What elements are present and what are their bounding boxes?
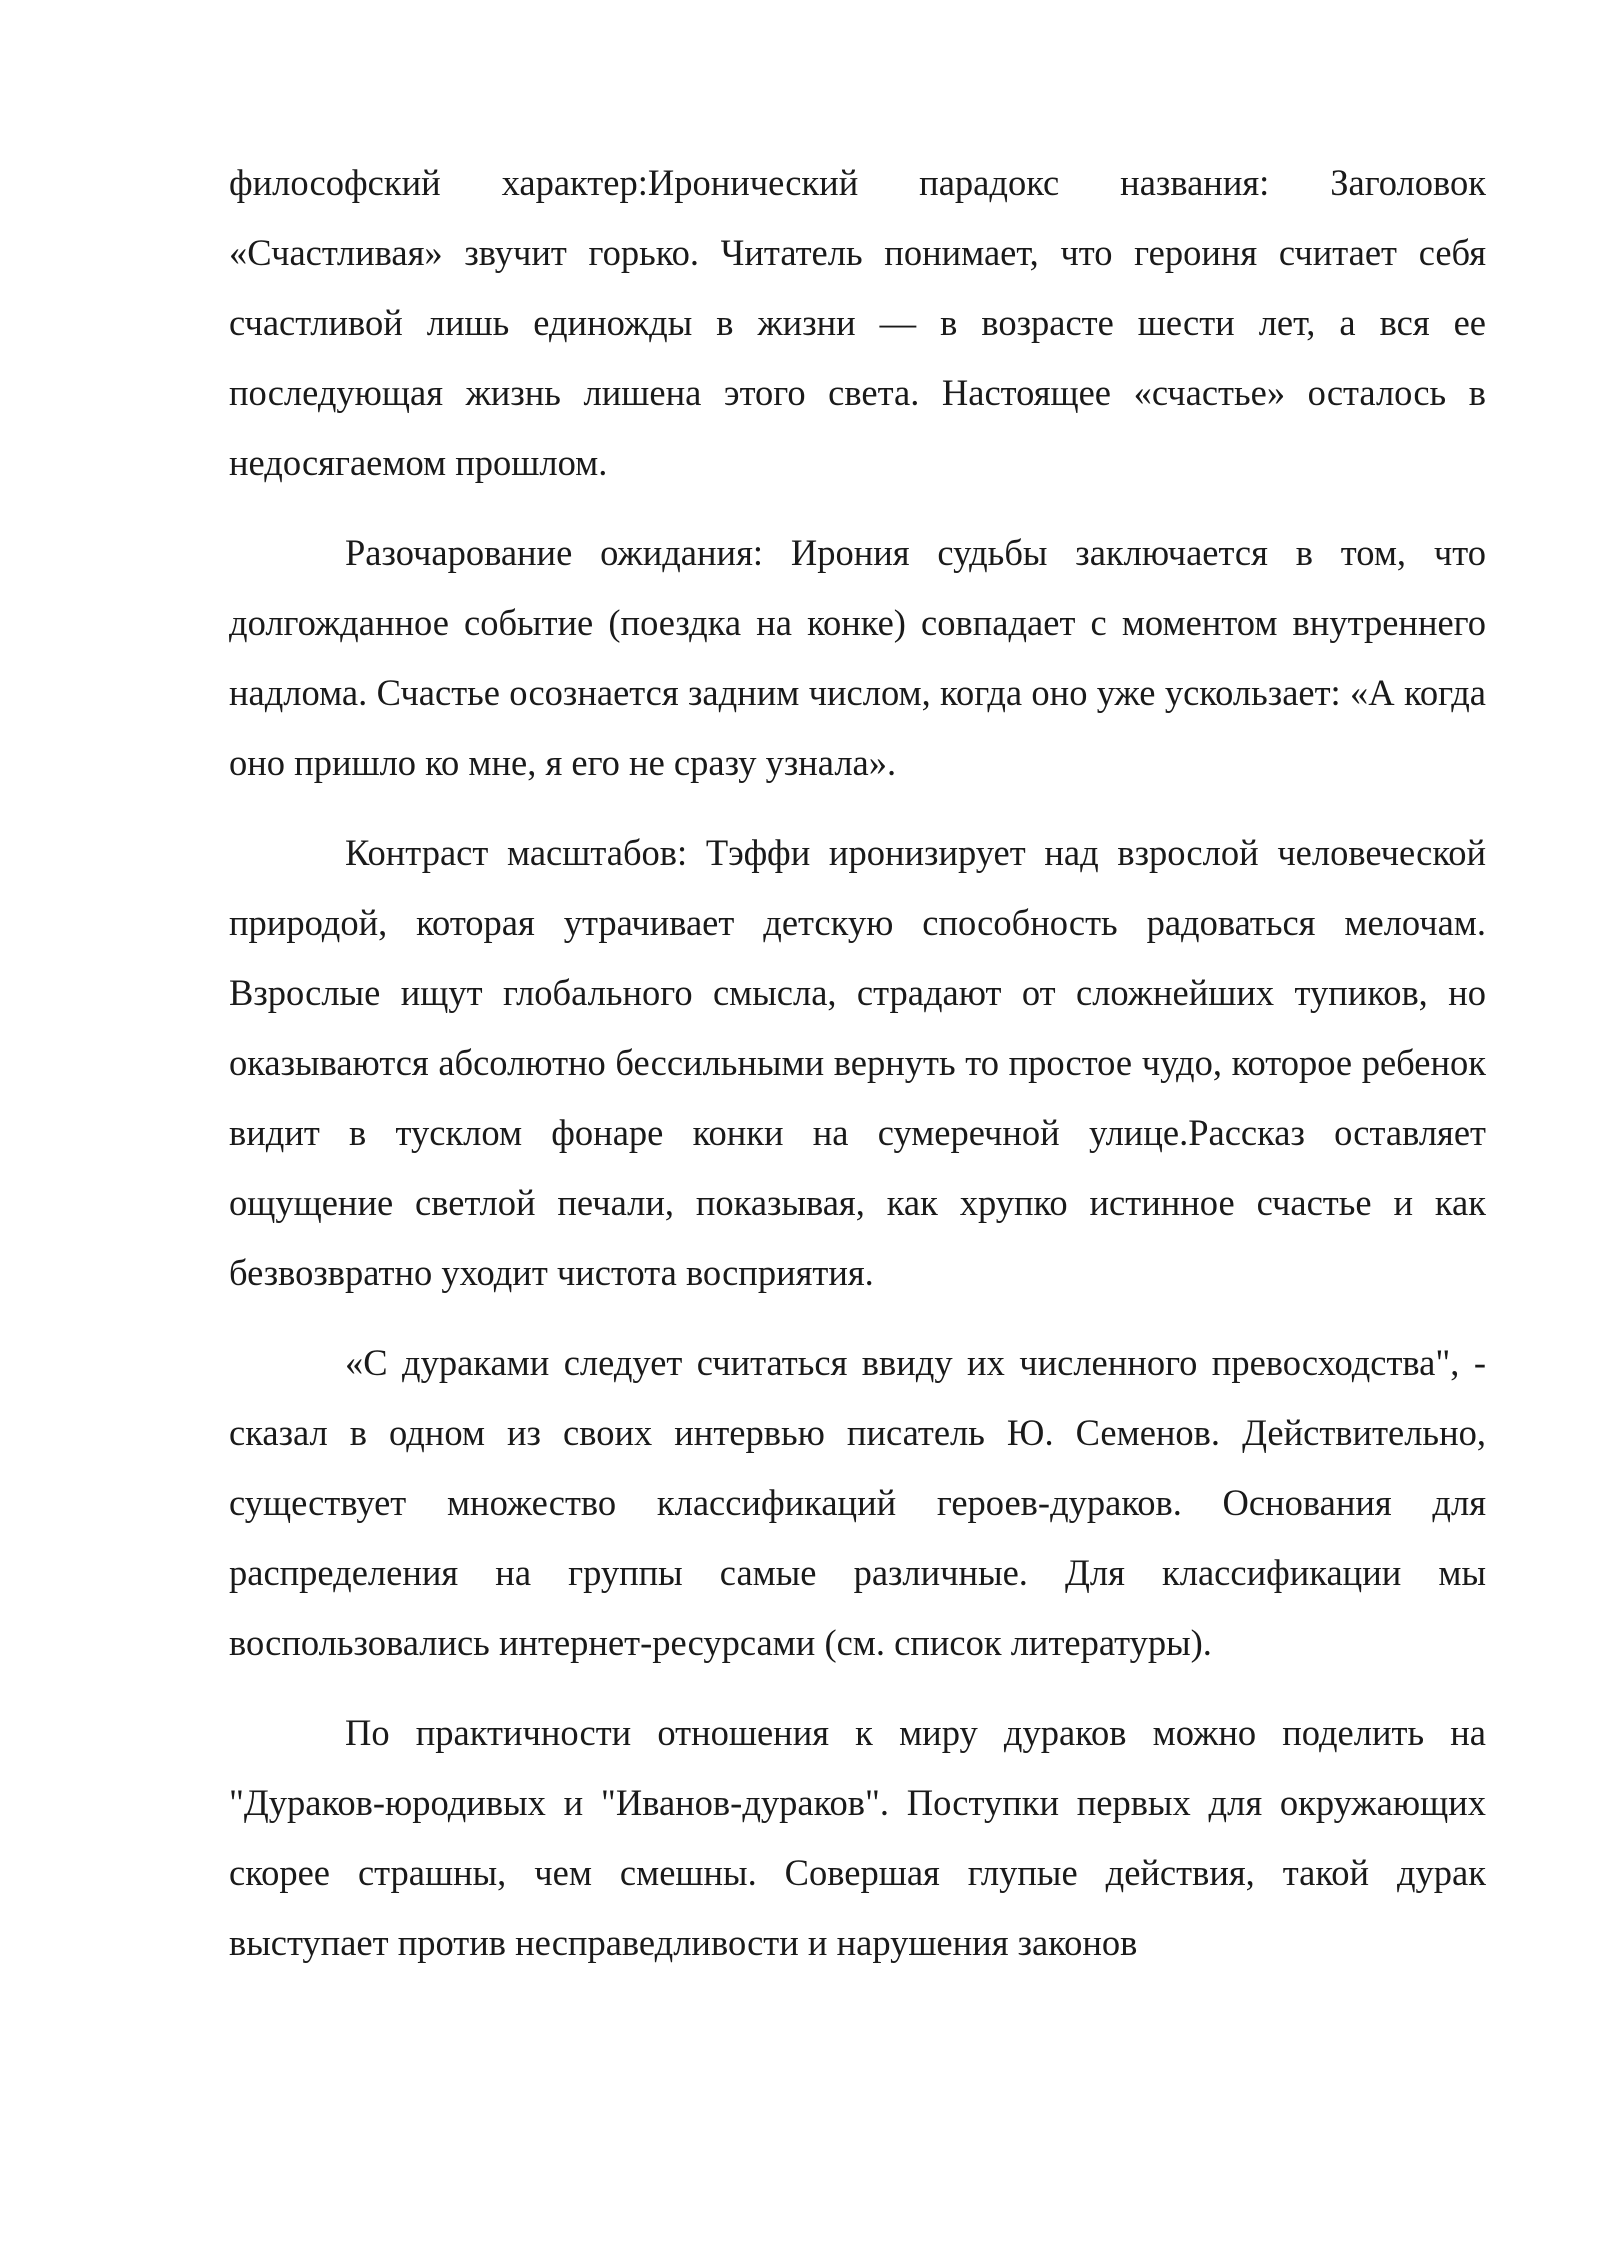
paragraph-2: Разочарование ожидания: Ирония судьбы заключается в том, что долгожданное событие (поездка на конке) совпадает с моментом внутреннего надлома. Счастье осознается задним числом, когда оно уже ускользает: «А когда оно пришло ко мне, я его не сразу узнала». xyxy=(229,532,1486,783)
paragraph-3: Контраст масштабов: Тэффи иронизирует над взрослой человеческой природой, которая утрачивает детскую способность радоваться мелочам. Взрослые ищут глобального смысла, страдают от сложнейших тупиков, но оказываются абсолютно бессильными вернуть то простое чудо, которое ребенок видит в тусклом фонаре конки на сумеречной улице.Рассказ оставляет ощущение светлой печали, показывая, как хрупко истинное счастье и как безвозвратно уходит чистота восприятия. xyxy=(229,832,1486,1293)
paragraph-4: «С дураками следует считаться ввиду их численного превосходства", - сказал в одном из своих интервью писатель Ю. Семенов. Действительно, существует множество классификаций героев-дураков. Основания для распределения на группы самые различные. Для классификации мы воспользовались интернет-ресурсами (см. список литературы). xyxy=(229,1342,1486,1663)
paragraph-1: философский характер:Иронический парадокс названия: Заголовок «Счастливая» звучит горько. Читатель понимает, что героиня считает себя счастливой лишь единожды в жизни — в возрасте шести лет, а вся ее последующая жизнь лишена этого света. Настоящее «счастье» осталось в недосягаемом прошлом. xyxy=(229,162,1486,483)
paragraph-5: По практичности отношения к миру дураков можно поделить на "Дураков-юродивых и "Иванов-дураков". Поступки первых для окружающих скорее страшны, чем смешны. Совершая глупые действия, такой дурак выступает против несправедливости и нарушения законов xyxy=(229,1712,1486,1963)
document-body xyxy=(229,148,1486,1998)
